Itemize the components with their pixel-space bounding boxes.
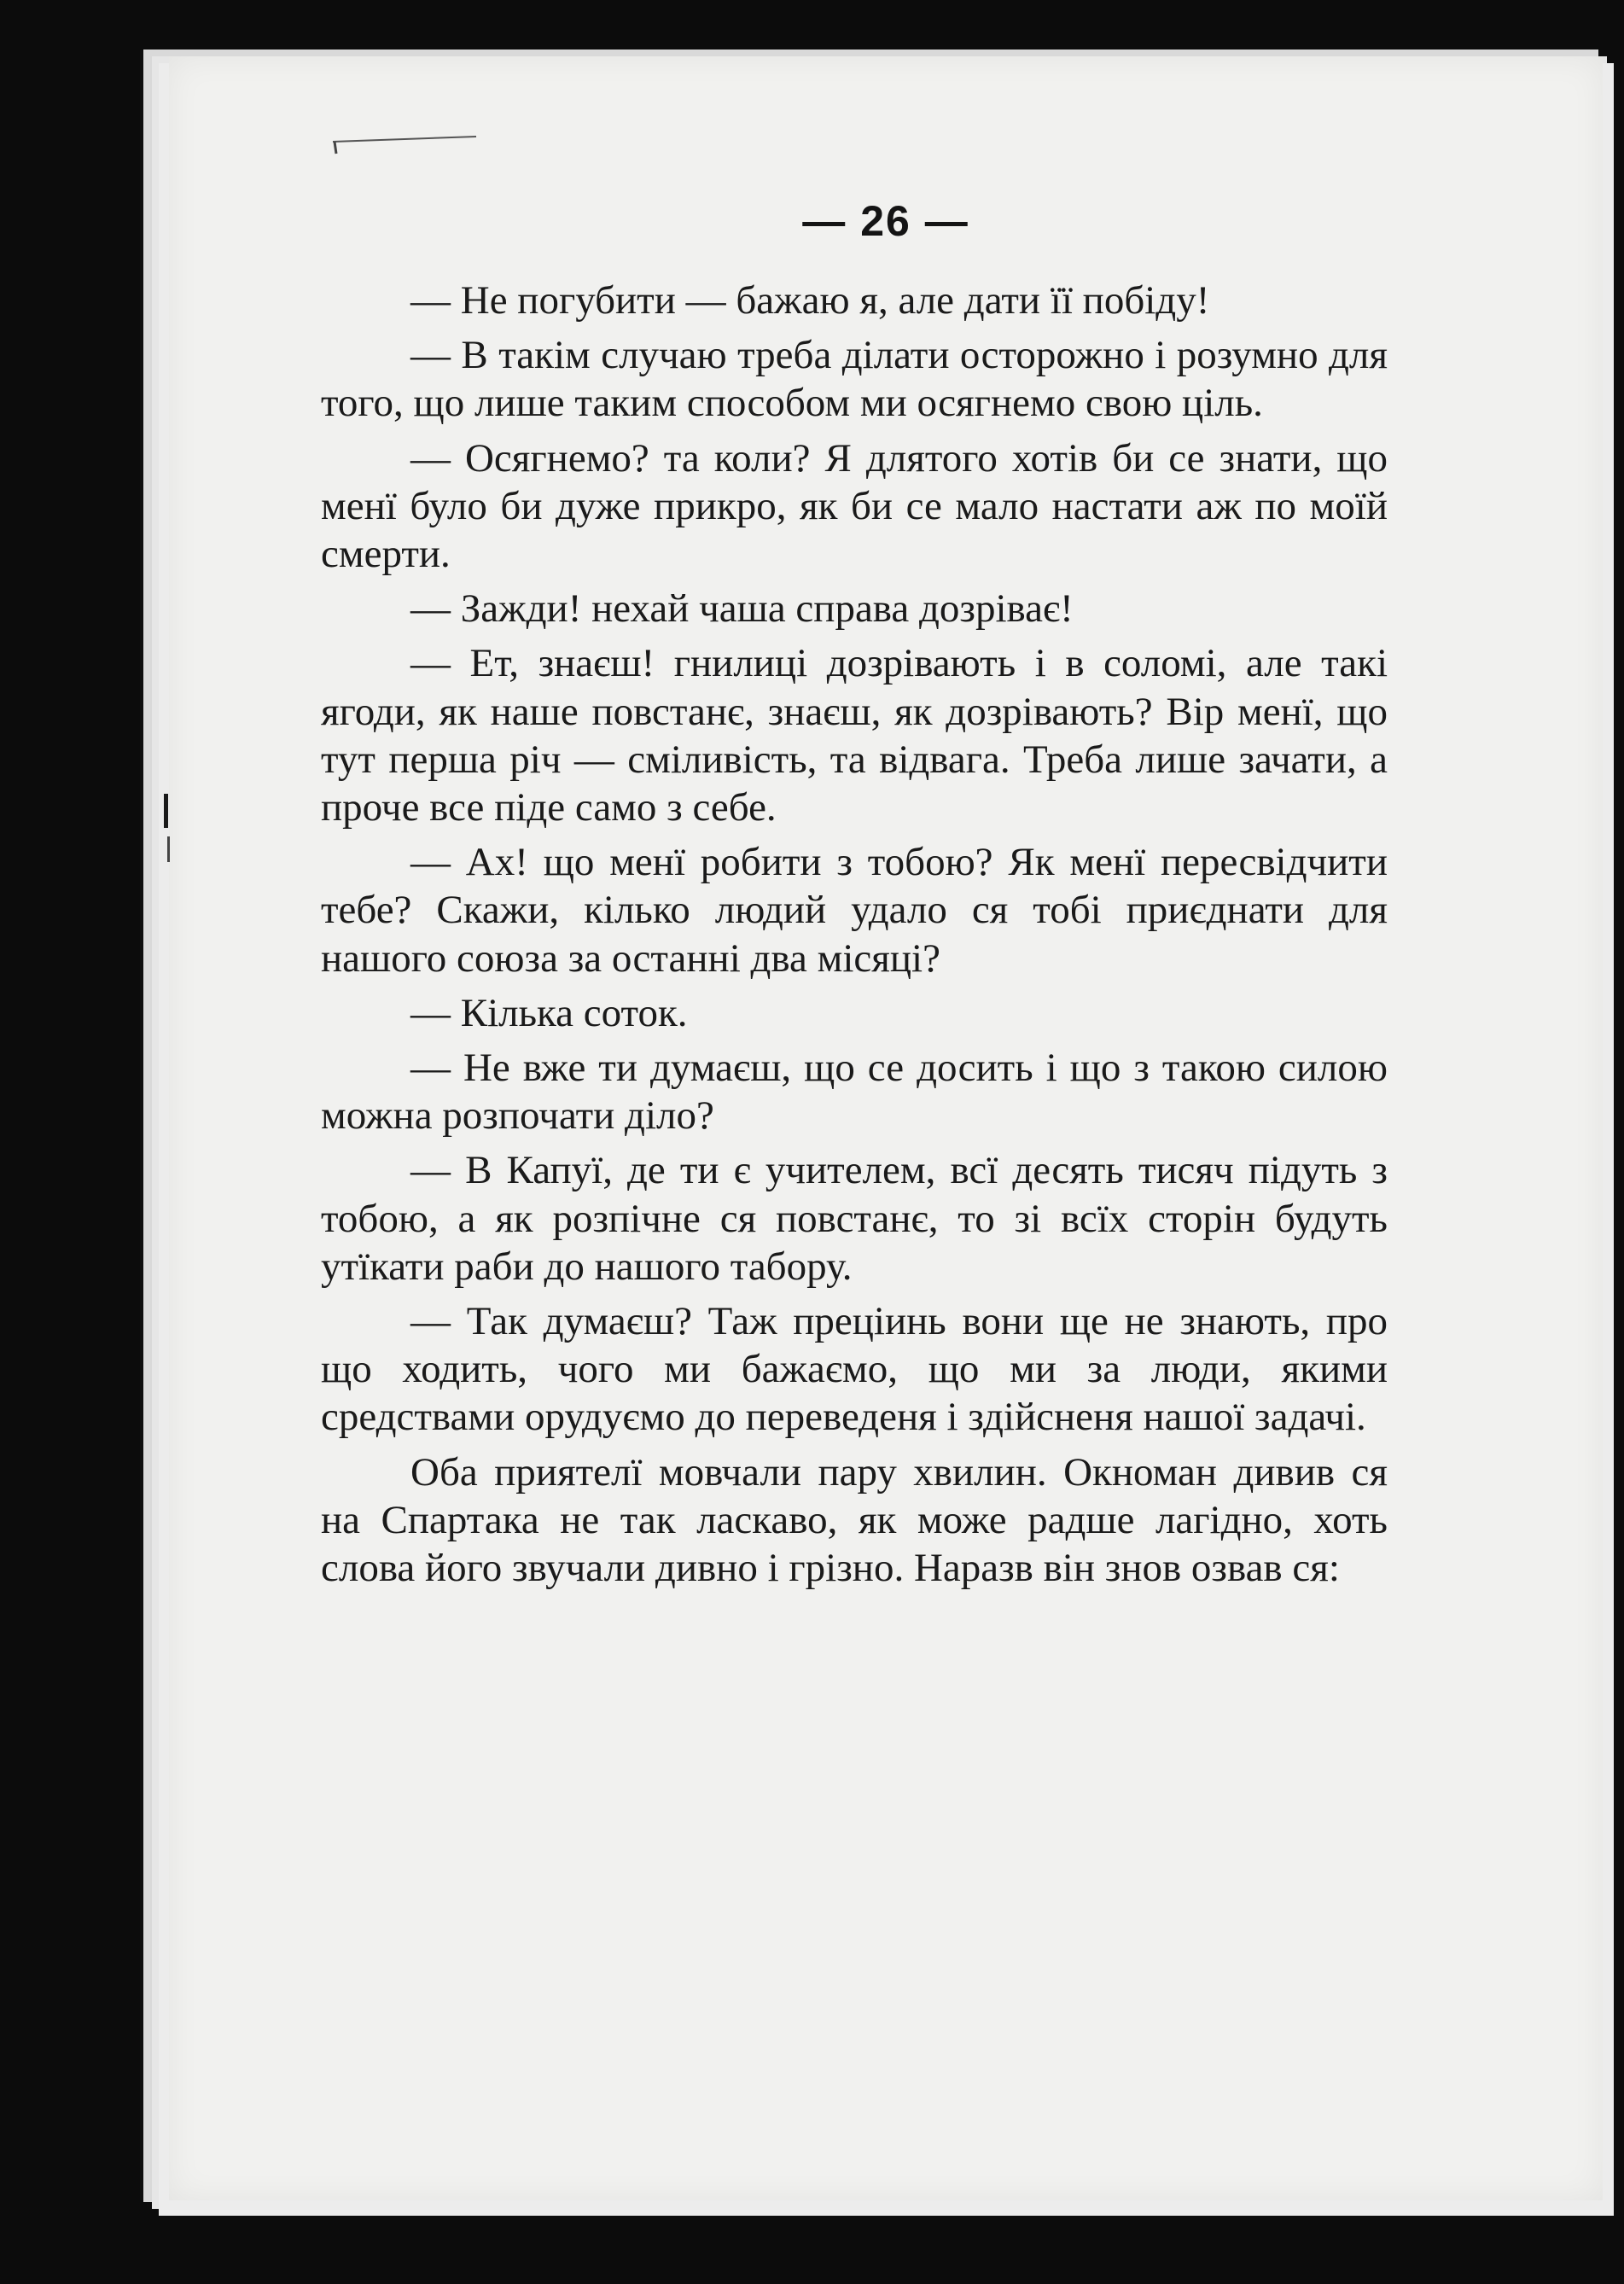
paragraph: — Не погубити — бажаю я, але дати її побіду! <box>410 278 1210 323</box>
paragraph: — В такім случаю треба ділати осторожно і розумно для того, що лише таким способом ми осягнемо свою ціль. <box>321 333 1388 426</box>
paragraph: — Так думаєш? Таж преціинь вони ще не знають, про що ходить, чого ми бажаємо, що ми за люди, якими средствами орудуємо до переведеня і здійсненя нашої задачі. <box>321 1299 1388 1440</box>
paragraph: — Кілька соток. <box>410 990 688 1035</box>
margin-scratch-mark <box>164 794 168 828</box>
page-number: — 26 — <box>802 197 969 245</box>
corner-pencil-mark <box>331 133 485 159</box>
body-text <box>321 277 1388 1599</box>
paragraph: — Осягнемо? та коли? Я длятого хотів би се знати, що менї було би дуже прикро, як би се мало настати аж по моїй смерти. <box>321 435 1388 577</box>
paragraph: — Ет, знаєш! гнилиці дозрівають і в соломі, але такі ягоди, як наше повстанє, знаєш, як дозрівають? Вір менї, що тут перша річ — сміливість, та відвага. Треба лише зачати, а проче все піде само з себе. <box>321 641 1388 830</box>
paragraph: — В Капуї, де ти є учителем, всї десять тисяч підуть з тобою, а як розпічне ся повстанє, то зі всїх сторін будуть утїкати раби до нашого табору. <box>321 1148 1388 1289</box>
margin-scratch-mark <box>167 836 170 862</box>
paragraph: — Не вже ти думаєш, що се досить і що з такою силою можна розпочати діло? <box>321 1046 1388 1139</box>
paragraph: — Ах! що менї робити з тобою? Як менї пересвідчити тебе? Скажи, кілько людий удало ся тобі приєднати для нашого союза за останні два місяці? <box>321 840 1388 981</box>
book-page <box>169 56 1603 2200</box>
paragraph: — Зажди! нехай чаша справа дозріває! <box>410 586 1074 632</box>
paragraph: Оба приятелї мовчали пару хвилин. Окноман дивив ся на Спартака не так ласкаво, як може радше лагідно, хоть слова його звучали дивно і грізно. Наразв він знов озвав ся: <box>321 1449 1388 1591</box>
